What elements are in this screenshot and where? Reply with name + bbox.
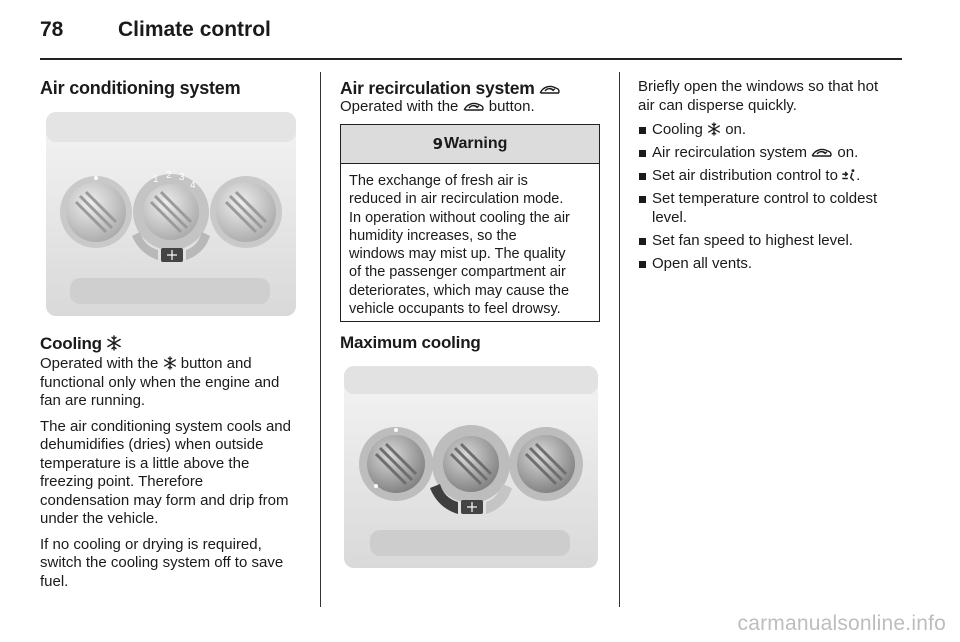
- recirculation-icon: [539, 84, 561, 96]
- panel-fan-label-3: 3: [179, 172, 185, 183]
- warning-title: Warning: [444, 135, 508, 152]
- cooling-p2-line: The air conditioning system cools and: [40, 417, 291, 435]
- warning-symbol: 9: [432, 135, 444, 153]
- bullet-text: .: [856, 167, 861, 184]
- chapter-title: Climate control: [118, 18, 271, 41]
- recirculation-intro-pre: Operated with the: [340, 98, 459, 115]
- warning-line: humidity increases, so the: [349, 227, 517, 244]
- bullet-text: on.: [837, 144, 859, 161]
- recirculation-intro-post: button.: [488, 98, 535, 115]
- warning-line: In operation without cooling the air: [349, 209, 570, 226]
- bullet-square-icon: [639, 196, 646, 203]
- column-divider-2: [619, 72, 620, 607]
- panel-fan-label-4: 4: [190, 180, 196, 191]
- cooling-paragraph-1: [40, 355, 310, 411]
- warning-line: reduced in air recirculation mode.: [349, 191, 564, 208]
- bullet-square-icon: [639, 261, 646, 268]
- cooling-p1-pre: Operated with the: [40, 355, 159, 372]
- intro-line: Briefly open the windows so that hot: [638, 78, 879, 95]
- bullet-text: Set temperature control to coldest: [652, 190, 878, 207]
- air-distribution-icon: [842, 168, 856, 182]
- bullet-square-icon: [639, 173, 646, 180]
- warning-line: of the passenger compartment air: [349, 264, 566, 281]
- cooling-p3-line: If no cooling or drying is required,: [40, 535, 262, 553]
- cooling-p2-line: temperature is a little above the: [40, 454, 250, 472]
- bullet-square-icon: [639, 238, 646, 245]
- photo-control-panel-1: [40, 108, 302, 320]
- photo-control-panel-2: [340, 362, 602, 572]
- intro-line: air can disperse quickly.: [638, 96, 797, 114]
- cooling-p2-line: under the vehicle.: [40, 510, 159, 527]
- bullet-item-vents: [638, 255, 908, 274]
- cooling-p3-line: fuel.: [40, 572, 69, 590]
- bullet-item-air-distribution: [638, 167, 908, 186]
- warning-box: [340, 124, 600, 322]
- warning-line: deteriorates, which may cause the: [349, 282, 570, 299]
- cooling-p1-line-3: fan are running.: [40, 392, 146, 409]
- warning-header: [341, 125, 599, 164]
- warning-line: The exchange of fresh air is: [349, 173, 528, 189]
- recirculation-icon: [463, 101, 485, 113]
- snowflake-icon: [106, 335, 122, 351]
- subheading-cooling-text: Cooling: [40, 334, 102, 353]
- watermark: carmanualsonline.info: [737, 612, 946, 635]
- cooling-p1-line-1: [40, 355, 310, 374]
- bullet-item-fan-speed: [638, 232, 908, 251]
- bullet-text: level.: [652, 208, 688, 226]
- bullet-item-temperature: [638, 190, 908, 227]
- max-cooling-intro: [638, 78, 908, 115]
- bullet-item-cooling: [638, 121, 908, 140]
- header-rule: [40, 58, 902, 60]
- cooling-p2-line: freezing point. Therefore: [40, 473, 204, 490]
- cooling-paragraph-2: [40, 418, 310, 529]
- column-divider-1: [320, 72, 321, 607]
- subheading-maximum-cooling: Maximum cooling: [340, 333, 481, 352]
- cooling-paragraph-3: [40, 536, 310, 592]
- cooling-p2-line: condensation may form and drip from: [40, 491, 289, 509]
- section-heading-air-recirculation-text: Air recirculation system: [340, 78, 535, 98]
- bullet-text: on.: [725, 121, 747, 138]
- max-cooling-steps: [638, 78, 908, 278]
- section-heading-air-conditioning: Air conditioning system: [40, 78, 241, 98]
- cooling-p1-post: button and: [180, 355, 252, 372]
- bullet-text: Set fan speed to highest level.: [652, 231, 853, 249]
- bullet-square-icon: [639, 150, 646, 157]
- panel-fan-label-1: 1: [153, 174, 159, 185]
- snowflake-icon: [163, 356, 177, 370]
- bullet-list: [638, 121, 908, 273]
- cooling-text: [40, 355, 310, 598]
- recirculation-intro: [340, 98, 535, 117]
- warning-line: vehicle occupants to feel drowsy.: [349, 301, 561, 318]
- panel-fan-label-2: 2: [166, 170, 172, 181]
- section-heading-air-recirculation: [340, 78, 561, 99]
- bullet-text: Air recirculation system: [652, 144, 808, 161]
- bullet-item-recirculation: [638, 144, 908, 163]
- warning-line: windows may mist up. The quality: [349, 246, 566, 263]
- bullet-text: Set air distribution control to: [652, 167, 838, 184]
- warning-body: [341, 164, 599, 318]
- cooling-p2-line: dehumidifies (dries) when outside: [40, 436, 264, 453]
- cooling-p3-line: switch the cooling system off to save: [40, 554, 284, 571]
- bullet-text: Open all vents.: [652, 254, 753, 272]
- bullet-square-icon: [639, 127, 646, 134]
- cooling-p1-line-2: functional only when the engine and: [40, 373, 280, 391]
- bullet-text: Cooling: [652, 121, 703, 138]
- page-number: 78: [40, 18, 64, 41]
- subheading-cooling: [40, 334, 122, 354]
- snowflake-icon: [707, 122, 721, 136]
- recirculation-icon: [811, 147, 833, 159]
